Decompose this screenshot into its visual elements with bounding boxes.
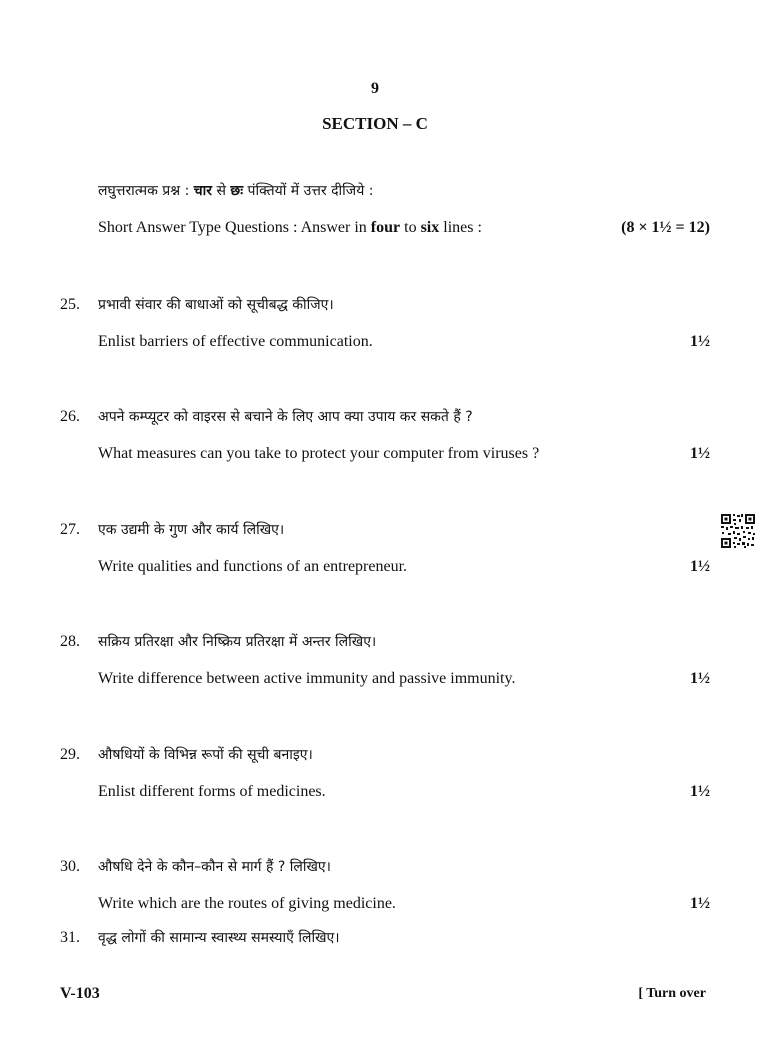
instructions-english: Short Answer Type Questions : Answer in four to six lines : [98,219,482,236]
question-marks: 1½ [690,670,710,687]
question-marks: 1½ [690,895,710,912]
question-number: 25. [60,296,80,313]
question-number: 29. [60,746,80,763]
qr-code-icon [720,513,756,549]
question-text-english: Enlist barriers of effective communication. [98,333,373,350]
question-text-hindi: औषधि देने के कौन–कौन से मार्ग हैं ? लिखिए। [98,859,331,875]
question-number: 27. [60,521,80,538]
question-text-hindi: सक्रिय प्रतिरक्षा और निष्क्रिय प्रतिरक्षा में अन्तर लिखिए। [98,634,377,650]
question-marks: 1½ [690,558,710,575]
paper-code: V-103 [60,985,100,1002]
question-text-english: Write which are the routes of giving medicine. [98,895,396,912]
question-text-hindi: औषधियों के विभिन्न रूपों की सूची बनाइए। [98,747,313,763]
question-text-hindi: अपने कम्प्यूटर को वाइरस से बचाने के लिए आप क्या उपाय कर सकते हैं ? [98,409,473,425]
question-number: 30. [60,858,80,875]
section-marks: (8 × 1½ = 12) [621,219,710,236]
page-number: 9 [371,80,379,97]
question-text-hindi: प्रभावी संवार की बाधाओं को सूचीबद्ध कीजिए। [98,297,334,313]
question-text-hindi: एक उद्यमी के गुण और कार्य लिखिए। [98,522,285,538]
question-text-hindi: वृद्ध लोगों की सामान्य स्वास्थ्य समस्याएँ लिखिए। [98,930,340,946]
turn-over-label: [ Turn over [638,986,706,1001]
section-title: SECTION – C [322,114,428,133]
question-marks: 1½ [690,333,710,350]
question-text-english: Write difference between active immunity and passive immunity. [98,670,516,687]
instructions-hindi: लघुत्तरात्मक प्रश्न : चार से छः पंक्तियों में उत्तर दीजिये : [98,183,374,199]
question-text-english: What measures can you take to protect your computer from viruses ? [98,445,540,462]
question-number: 28. [60,633,80,650]
question-text-english: Write qualities and functions of an entrepreneur. [98,558,408,575]
question-number: 31. [60,929,80,946]
question-number: 26. [60,408,80,425]
question-marks: 1½ [690,445,710,462]
question-text-english: Enlist different forms of medicines. [98,783,326,800]
question-marks: 1½ [690,783,710,800]
